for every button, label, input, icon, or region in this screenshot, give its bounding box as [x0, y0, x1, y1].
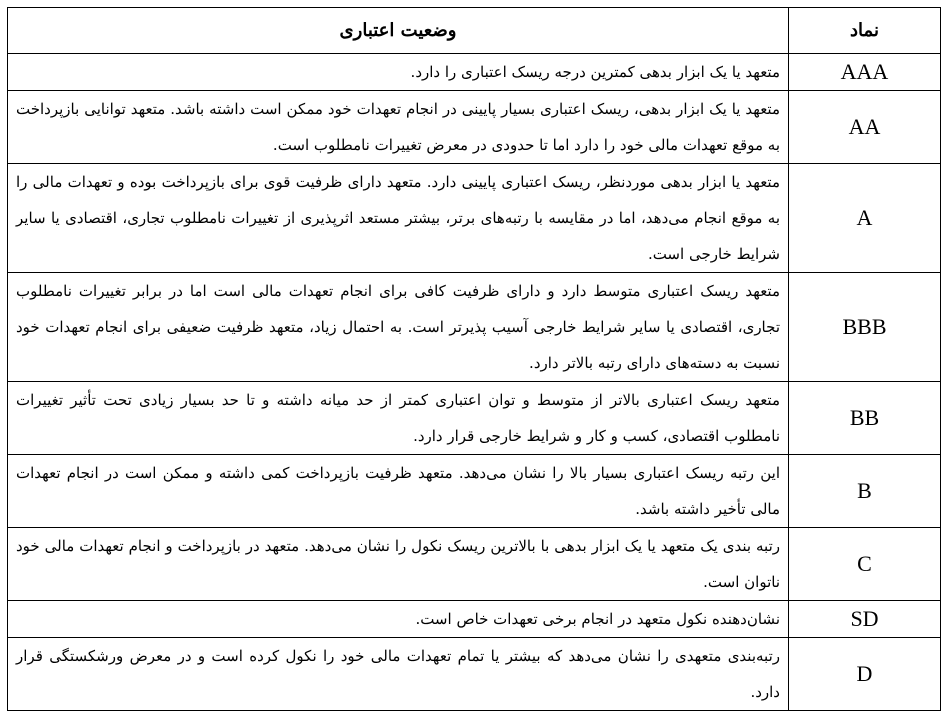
rating-description: نشان‌دهنده نکول متعهد در انجام برخی تعهدات خاص است. [8, 601, 789, 638]
table-row [8, 382, 941, 455]
rating-symbol: AAA [789, 54, 941, 91]
table-row [8, 91, 941, 164]
rating-description: متعهد یا ابزار بدهی موردنظر، ریسک اعتباری پایینی دارد. متعهد دارای ظرفیت قوی برای بازپرداخت بوده و تعهدات مالی را به موقع انجام می‌دهد، اما در مقایسه با رتبه‌های برتر، بیشتر مستعد اثرپذیری از تغییرات نامطلوب تجاری، اقتصادی یا سایر شرایط خارجی است. [8, 164, 789, 273]
table-row [8, 638, 941, 711]
table-row [8, 273, 941, 382]
rating-description: رتبه بندی یک متعهد یا یک ابزار بدهی با بالاترین ریسک نکول را نشان می‌دهد. متعهد در بازپرداخت و انجام تعهدات مالی خود ناتوان است. [8, 528, 789, 601]
table-row [8, 528, 941, 601]
rating-description: رتبه‌بندی متعهدی را نشان می‌دهد که بیشتر یا تمام تعهدات مالی خود را نکول کرده است و در معرض ورشکستگی قرار دارد. [8, 638, 789, 711]
table-row [8, 54, 941, 91]
rating-symbol: A [789, 164, 941, 273]
rating-description: متعهد یا یک ابزار بدهی کمترین درجه ریسک اعتباری را دارد. [8, 54, 789, 91]
rating-symbol: BBB [789, 273, 941, 382]
rating-symbol: SD [789, 601, 941, 638]
header-symbol: نماد [789, 8, 941, 54]
header-status: وضعیت اعتباری [8, 8, 789, 54]
table-row [8, 455, 941, 528]
table-row [8, 164, 941, 273]
rating-description: متعهد ریسک اعتباری بالاتر از متوسط و توان اعتباری کمتر از حد میانه داشته و تا حد بسیار زیادی تحت تأثیر تغییرات نامطلوب اقتصادی، کسب و کار و شرایط خارجی قرار دارد. [8, 382, 789, 455]
rating-description: متعهد یا یک ابزار بدهی، ریسک اعتباری بسیار پایینی در انجام تعهدات خود ممکن است داشته باشد. متعهد توانایی بازپرداخت به موقع تعهدات مالی خود را دارد اما تا حدودی در معرض تغییرات نامطلوب است. [8, 91, 789, 164]
credit-rating-table [7, 7, 941, 711]
rating-symbol: BB [789, 382, 941, 455]
table-header-row [8, 8, 941, 54]
rating-description: متعهد ریسک اعتباری متوسط دارد و دارای ظرفیت کافی برای انجام تعهدات مالی است اما در برابر تغییرات نامطلوب تجاری، اقتصادی یا سایر شرایط خارجی آسیب پذیرتر است. به احتمال زیاد، متعهد ظرفیت ضعیفی برای انجام تعهدات خود نسبت به دسته‌های دارای رتبه بالاتر دارد. [8, 273, 789, 382]
rating-description: این رتبه ریسک اعتباری بسیار بالا را نشان می‌دهد. متعهد ظرفیت بازپرداخت کمی داشته و ممکن است در انجام تعهدات مالی تأخیر داشته باشد. [8, 455, 789, 528]
rating-symbol: B [789, 455, 941, 528]
rating-symbol: C [789, 528, 941, 601]
table-row [8, 601, 941, 638]
rating-symbol: D [789, 638, 941, 711]
rating-symbol: AA [789, 91, 941, 164]
